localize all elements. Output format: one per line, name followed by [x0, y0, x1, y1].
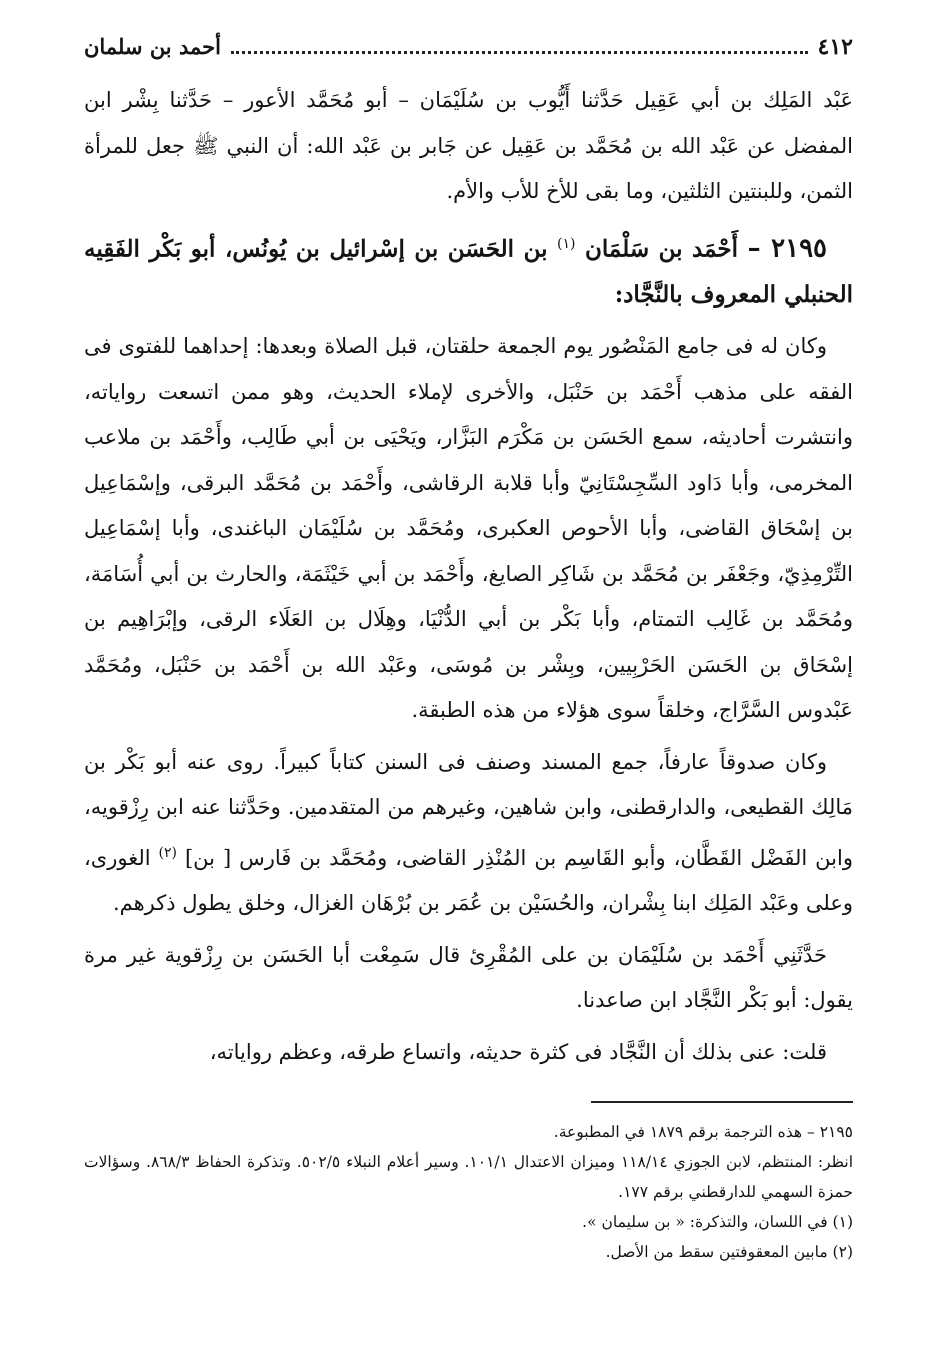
- entry-name: أَحْمَد بن سَلْمَان: [585, 235, 739, 263]
- main-text: [84, 78, 853, 1075]
- footnote-ref-1: (١): [557, 235, 576, 252]
- footnote-1: (١) في اللسان، والتذكرة: « بن سليمان ».: [582, 1213, 853, 1232]
- footnotes: [84, 1117, 853, 1267]
- entry-heading: [84, 221, 853, 319]
- footnote-entry: ٢١٩٥ – هذه الترجمة برقم ١٨٧٩ في المطبوعة.: [553, 1123, 853, 1142]
- paragraph-comment: قلت: عنى بذلك أن النَّجَّاد فى كثرة حديثه، واتساع طرقه، وعظم رواياته،: [209, 1039, 827, 1064]
- paragraph-biography: وكان له فى جامع المَنْصُور يوم الجمعة حلقتان، قبل الصلاة وبعدها: إحداهما للفتوى فى الفقه على مذهب أَحْمَد بن حَنْبَل، والأخرى لإملاء الحديث، وهو ممن اتسعت رواياته، وانتشرت أحاديثه، سمع الحَسَن بن مَكْرَم البَزَّار، ويَحْيَى بن أبي طَالِب، وأَحْمَد بن ملاعب المخرمى، وأبا دَاود السِّجِسْتَانِيّ وأبا قلابة الرقاشى، وأَحْمَد بن مُحَمَّد البرقى، وإسْمَاعِيل بن إسْحَاق القاضى، وأبا الأحوص العكبرى، ومُحَمَّد بن سُلَيْمَان الباغندى، وأبا إسْمَاعِيل التِّرْمِذِيّ، وجَعْفَر بن مُحَمَّد بن شَاكِر الصايغ، وأَحْمَد بن أبي خَيْثَمَة، والحارث بن أبي أُسَامَة، ومُحَمَّد بن غَالِب التمتام، وأبا بَكْر بن أبي الدُّنْيَا، وهِلَال بن العَلَاء الرقى، وإبْرَاهِيم بن إسْحَاق بن الحَسَن الحَرْبِيين، وبِشْر بن مُوسَى، وعَبْد الله بن أَحْمَد بن حَنْبَل، ومُحَمَّد عَبْدوس السَّرَّاج، وخلقاً سوى هؤلاء من هذه الطبقة.: [84, 334, 853, 723]
- footnote-2: (٢) مابين المعقوفتين سقط من الأصل.: [605, 1243, 853, 1262]
- footnote-ref-2: (٢): [158, 844, 178, 861]
- footnote-references: انظر: المنتظم، لابن الجوزي ١١٨/١٤ وميزان الاعتدال ١٠١/١. وسير أعلام النبلاء ٥٠٢/٥. وتذكرة الحفاظ ٨٦٨/٣. وسؤالات حمزة السهمي للدارقطني برقم ١٧٧.: [84, 1153, 853, 1202]
- paragraph-narrators: [84, 740, 853, 927]
- footnote-separator: [591, 1101, 853, 1103]
- header-dot-leader: [231, 50, 808, 54]
- paragraph-narrators-part1: وكان صدوقاً عارفاً، جمع المسند وصنف فى السنن كتاباً كبيراً. روى عنه أبو بَكْر بن مَالِك القطيعى، والدارقطنى، وابن شاهين، وغيرهم من المتقدمين. وحَدَّثنا عنه ابن رِزْقويه، وابن الفَضْل القَطَّان، وأبو القَاسِم بن المُنْذِر القاضى، ومُحَمَّد بن فَارس [ بن]: [84, 749, 853, 870]
- entry-name-continued: بن الحَسَن بن إسْرائيل بن يُونُس، أبو بَكْر الفَقِيه الحنبلي المعروف بالنَّجَّاد:: [84, 235, 853, 309]
- entry-number: ٢١٩٥ –: [747, 233, 828, 264]
- running-title: أحمد بن سلمان: [84, 34, 221, 59]
- running-header: [84, 34, 853, 78]
- paragraph-hadith: عَبْد المَلِك بن أبي عَقِيل حَدَّثنا أَيُّوب بن سُلَيْمَان – أبو مُحَمَّد الأعور – حَدَّثنا بِشْر ابن المفضل عن عَبْد الله بن مُحَمَّد بن عَقِيل عن جَابر بن عَبْد الله: أن النبي ﷺ جعل للمرأة الثمن، وللبنتين الثلثين، وما بقى للأخ للأب والأم.: [84, 88, 853, 203]
- page-number: ٤١٢: [817, 34, 853, 60]
- paragraph-narrators-part2: الغورى، وعلى وعَبْد المَلِك ابنا بِشْران، والحُسَيْن بن عُمَر بن بُرْهَان الغزال، وخلق يطول ذكرهم.: [84, 845, 853, 916]
- paragraph-report: حَدَّثَنِي أَحْمَد بن سُلَيْمَان بن على المُقْرِئ قال سَمِعْت أبا الحَسَن بن رِزْقوية غير مرة يقول: أبو بَكْر النَّجَّاد ابن صاعدنا.: [84, 942, 853, 1013]
